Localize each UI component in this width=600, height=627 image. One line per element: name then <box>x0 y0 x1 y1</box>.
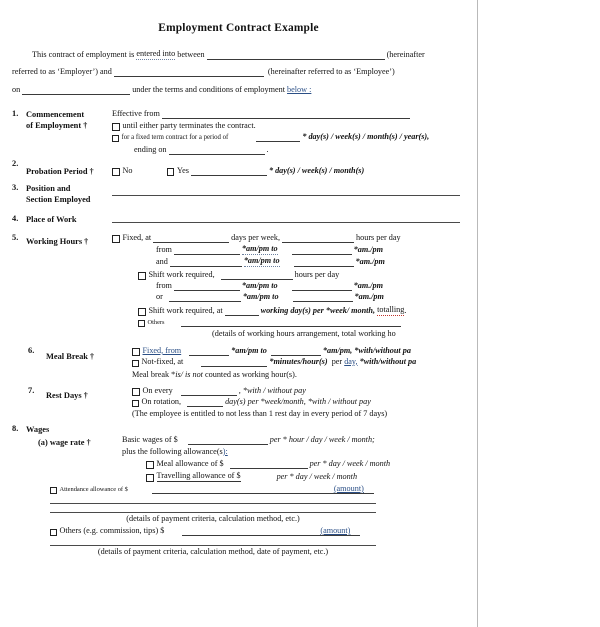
intro-line2-text-b: (hereinafter referred to as ‘Employee’) <box>267 67 395 77</box>
payment-details-line-2[interactable] <box>50 512 376 513</box>
others-working-hours-field[interactable] <box>181 317 401 327</box>
section-3-label-line1: Position and <box>26 183 71 193</box>
working-hours-fixed-label: Fixed, at <box>122 232 152 242</box>
option-until-terminated-label: until either party terminates the contract. <box>122 120 256 130</box>
ending-on-line <box>112 145 469 155</box>
basic-wages-label: Basic wages of $ <box>122 434 178 444</box>
meal-notfixed-row[interactable] <box>132 357 469 367</box>
checkbox-shift-work[interactable] <box>138 272 146 280</box>
meal-fixed-from-ampm: *am/pm to <box>231 345 267 355</box>
shift-hours-label: hours per day <box>294 269 340 279</box>
fixed-to-time-field[interactable] <box>292 245 352 255</box>
basic-wages-field[interactable] <box>188 435 268 445</box>
page-title: Employment Contract Example <box>158 22 319 34</box>
footnote-dagger-icon: † <box>90 351 95 361</box>
section-4-label <box>26 214 112 225</box>
attendance-allowance-label: Attendance allowance of $ <box>59 485 128 493</box>
fixed-from-row <box>112 244 469 255</box>
footnote-dagger-icon: † <box>83 121 88 131</box>
shift-from-ampm: *am/pm to <box>241 280 278 290</box>
shift-from-row <box>112 281 469 291</box>
meal-fixed-label: Fixed, from <box>142 345 182 355</box>
probation-yes-label: Yes <box>177 165 189 175</box>
below-link[interactable]: below : <box>287 84 312 94</box>
meal-fixed-from-field[interactable] <box>189 346 229 356</box>
section-3-body <box>112 183 469 196</box>
travelling-allowance-row[interactable] <box>122 471 469 482</box>
working-hours-details-note: (details of working hours arrangement, total working ho <box>212 328 396 338</box>
section-4-number: 4. <box>12 214 19 224</box>
section-6-label <box>42 346 132 363</box>
commencement-option-2[interactable] <box>112 132 469 142</box>
section-1-body <box>112 109 469 155</box>
rest-rotation-days-field[interactable] <box>187 397 223 407</box>
ending-on-field[interactable] <box>169 145 265 155</box>
place-of-work-field[interactable] <box>112 222 460 223</box>
section-2-number: 2. <box>12 158 19 168</box>
checkbox-working-hours-fixed[interactable] <box>112 235 120 243</box>
checkbox-shift-work-days[interactable] <box>138 308 146 316</box>
meal-fixed-with-without: *am/pm, *with/without pa <box>322 345 411 355</box>
section-5-number: 5. <box>12 232 19 242</box>
hours-per-day-label: hours per day <box>356 232 401 242</box>
meal-allowance-label: Meal allowance of $ <box>156 458 224 468</box>
section-2-body <box>112 159 469 176</box>
shift-to-time-field[interactable] <box>292 281 352 291</box>
section-3-label-line2: Section Employed <box>26 195 91 205</box>
rest-on-rotation-row[interactable] <box>132 397 469 407</box>
meal-fixed-to-field[interactable] <box>271 346 321 356</box>
meal-notfixed-duration-field[interactable] <box>201 357 267 367</box>
fixed-to-ampm: *am./pm <box>353 244 383 254</box>
intro-line3-text-a: on <box>12 84 21 94</box>
others-commission-row[interactable] <box>50 526 469 536</box>
rest-on-every-field[interactable] <box>181 386 237 396</box>
commencement-option-1[interactable] <box>112 121 469 131</box>
meal-notfixed-units: *minutes/hour(s) <box>269 356 328 366</box>
plus-allowances-row <box>122 447 469 457</box>
intro-line-3 <box>12 85 467 95</box>
meal-counted-text-it: is/ is not <box>175 369 203 379</box>
fixed-from-time-field[interactable] <box>174 245 240 255</box>
checkbox-others-working-hours[interactable] <box>138 320 145 327</box>
section-position <box>12 183 469 206</box>
employer-name-field[interactable] <box>207 50 385 60</box>
intro-line1-text-c: (hereinafter <box>386 49 425 59</box>
section-7-body <box>132 386 469 419</box>
fixed-and-label: and <box>156 256 168 266</box>
checkbox-meal-fixed[interactable] <box>132 348 140 356</box>
attendance-allowance-row[interactable] <box>50 484 469 494</box>
section-6-label-line1: Meal Break <box>46 351 88 361</box>
effective-from-label: Effective from <box>112 108 160 118</box>
section-rest-days <box>12 386 469 419</box>
rest-rotation-units: day(s) per *week/month, *with / without pay <box>225 396 371 406</box>
option-fixed-term-label: for a fixed term contract for a period of <box>121 133 229 141</box>
contract-date-field[interactable] <box>22 85 130 95</box>
working-hours-fixed-row[interactable] <box>112 233 469 243</box>
allowances-link[interactable]: ): <box>222 446 228 456</box>
shift-working-days-field[interactable] <box>225 306 259 316</box>
section-place-of-work <box>12 214 469 225</box>
days-per-week-label: days per week, <box>231 232 281 242</box>
section-8-label-line1: Wages <box>26 424 50 434</box>
rest-days-note: (The employee is entitled to not less than 1 rest day in every period of 7 days) <box>132 408 388 418</box>
probation-no-label: No <box>122 165 133 175</box>
shift-days-row[interactable] <box>112 305 469 316</box>
section-wages <box>12 424 469 557</box>
shift-or-row <box>112 292 469 302</box>
rest-on-every-label: On every <box>142 385 173 395</box>
checkbox-until-terminated[interactable] <box>112 123 120 131</box>
fixed-from-label: from <box>156 244 172 254</box>
checkbox-others-commission[interactable] <box>50 529 57 536</box>
rest-on-every-suffix: , *with / without pay <box>238 385 306 395</box>
section-3-label <box>26 183 112 206</box>
fixed-term-period-field[interactable] <box>256 132 300 142</box>
grammar-flagged-phrase: entered into <box>136 48 176 58</box>
meal-allowance-field[interactable] <box>230 459 308 469</box>
checkbox-attendance-allowance[interactable] <box>50 487 57 494</box>
section-2-label-line1: Probation Period <box>26 166 88 176</box>
section-1-label-line2: of Employment <box>26 121 82 131</box>
footnote-dagger-icon: † <box>84 236 89 246</box>
footnote-dagger-icon: † <box>83 390 88 400</box>
intro-line2-text-a: referred to as ‘Employer’) and <box>12 67 112 77</box>
meal-notfixed-per-day-link[interactable]: day, <box>344 356 358 366</box>
shift-days-label-a: Shift work required, at <box>148 305 223 315</box>
shift-work-row[interactable] <box>112 270 469 280</box>
checkbox-meal-not-fixed[interactable] <box>132 360 139 367</box>
attendance-amount-note: (amount) <box>333 483 364 493</box>
meal-counted-note <box>132 370 469 380</box>
section-6-body <box>132 346 469 380</box>
meal-allowance-row[interactable] <box>122 459 469 469</box>
shift-days-period: . <box>404 305 407 315</box>
shift-to-ampm: *am./pm <box>353 280 383 290</box>
others-working-hours-row[interactable] <box>112 317 469 327</box>
spell-flagged-totalling: totalling <box>377 304 405 314</box>
payment-details-line-1[interactable] <box>50 503 376 504</box>
basic-wages-row <box>122 435 469 445</box>
section-working-hours <box>12 233 469 339</box>
shift-or-label: or <box>156 291 163 301</box>
intro-line1-text-a: This contract of employment is <box>32 49 135 59</box>
checkbox-probation-no[interactable] <box>112 168 120 176</box>
probation-options <box>112 166 469 176</box>
section-7-label <box>42 386 132 402</box>
meal-counted-text-b: counted as working hour(s). <box>205 369 297 379</box>
intro-line-2 <box>12 67 467 77</box>
shift-hours-field[interactable] <box>221 270 293 280</box>
section-4-body <box>112 214 469 223</box>
payment-details-note-2: (details of payment criteria, calculation method, date of payment, etc.) <box>97 546 329 556</box>
section-7-label-line1: Rest Days <box>46 390 82 400</box>
section-1-label <box>26 109 112 132</box>
checkbox-probation-yes[interactable] <box>167 168 175 176</box>
intro-paragraph <box>12 49 467 95</box>
days-per-week-field[interactable] <box>153 233 229 243</box>
section-8-label <box>26 424 122 449</box>
fixed-and-to-ampm: *am./pm <box>355 256 385 266</box>
intro-line3-text-b: under the terms and conditions of employment <box>132 84 285 94</box>
payment-details-note-1: (details of payment criteria, calculation method, etc.) <box>126 513 300 523</box>
section-meal-break <box>12 346 469 380</box>
fixed-and-to-field[interactable] <box>294 257 354 267</box>
fixed-and-from-field[interactable] <box>170 257 242 267</box>
fixed-from-ampm: *am/pm to <box>241 243 278 253</box>
intro-line-1 <box>12 49 467 60</box>
rest-on-every-row[interactable] <box>132 386 469 396</box>
plus-allowances-label: plus the following allowance(s <box>122 446 223 456</box>
others-commission-label: Others (e.g. commission, tips) $ <box>59 525 165 535</box>
position-field[interactable] <box>112 195 460 196</box>
fixed-and-ampm: *am/pm to <box>243 255 280 265</box>
travelling-allowance-label: Travelling allowance of $ <box>156 470 241 480</box>
employee-name-field[interactable] <box>114 67 264 77</box>
footnote-dagger-icon: † <box>86 438 91 448</box>
effective-from-line <box>112 109 469 119</box>
rest-on-rotation-label: On rotation, <box>141 396 182 406</box>
section-3-number: 3. <box>12 182 19 192</box>
intro-line1-text-b: between <box>177 49 205 59</box>
effective-from-field[interactable] <box>162 109 410 119</box>
checkbox-fixed-term[interactable] <box>112 135 119 142</box>
section-probation <box>12 159 469 178</box>
checkbox-rest-on-every[interactable] <box>132 388 140 396</box>
meal-notfixed-label: Not-fixed, at <box>141 356 184 366</box>
travelling-allowance-units: per * day / week / month <box>276 471 358 481</box>
shift-or-to-field[interactable] <box>293 292 353 302</box>
meal-allowance-units: per * day / week / month <box>309 458 391 468</box>
section-commencement <box>12 109 469 155</box>
others-working-hours-label: Others <box>147 318 165 326</box>
section-5-body <box>112 233 469 339</box>
probation-period-field[interactable] <box>191 166 267 176</box>
checkbox-travelling-allowance[interactable] <box>146 474 154 482</box>
section-5-label-line1: Working Hours <box>26 236 83 246</box>
section-4-label-line1: Place of Work <box>26 215 77 225</box>
ending-on-period: . <box>266 144 269 154</box>
shift-from-time-field[interactable] <box>174 281 240 291</box>
section-1-number: 1. <box>12 108 19 118</box>
shift-days-label-b: working day(s) per *week/ month, <box>260 305 376 315</box>
section-7-number: 7. <box>28 385 35 395</box>
footnote-dagger-icon: † <box>89 166 94 176</box>
checkbox-meal-allowance[interactable] <box>146 461 154 469</box>
meal-notfixed-per: per <box>331 356 343 366</box>
payment-details-line-3[interactable] <box>50 545 376 546</box>
checkbox-rest-on-rotation[interactable] <box>132 400 139 407</box>
section-5-label <box>26 233 112 248</box>
shift-or-to-ampm: *am./pm <box>354 291 384 301</box>
shift-or-from-field[interactable] <box>169 292 241 302</box>
page-outside-area <box>478 0 600 627</box>
meal-notfixed-with-without: *with/without pa <box>359 356 417 366</box>
shift-or-ampm: *am/pm to <box>242 291 279 301</box>
section-1-label-line1: Commencement <box>26 109 85 119</box>
basic-wages-units: per * hour / day / week / month; <box>269 434 375 444</box>
ending-on-label: ending on <box>134 144 167 154</box>
shift-from-label: from <box>156 280 172 290</box>
section-8-number: 8. <box>12 423 19 433</box>
meal-counted-text-a: Meal break * <box>132 369 176 379</box>
others-amount-note: (amount) <box>320 525 351 535</box>
shift-work-label: Shift work required, <box>148 269 215 279</box>
section-6-number: 6. <box>28 345 35 355</box>
fixed-and-row <box>112 256 469 267</box>
meal-fixed-row[interactable] <box>132 346 469 356</box>
probation-units: * day(s) / week(s) / month(s) <box>268 165 365 175</box>
wage-rate-sublabel: (a) wage rate <box>38 438 85 448</box>
section-2-label <box>26 159 112 178</box>
hours-per-day-field[interactable] <box>282 233 354 243</box>
wage-rate-sublabel-wrap <box>26 437 122 449</box>
fixed-term-units: * day(s) / week(s) / month(s) / year(s), <box>302 131 430 141</box>
